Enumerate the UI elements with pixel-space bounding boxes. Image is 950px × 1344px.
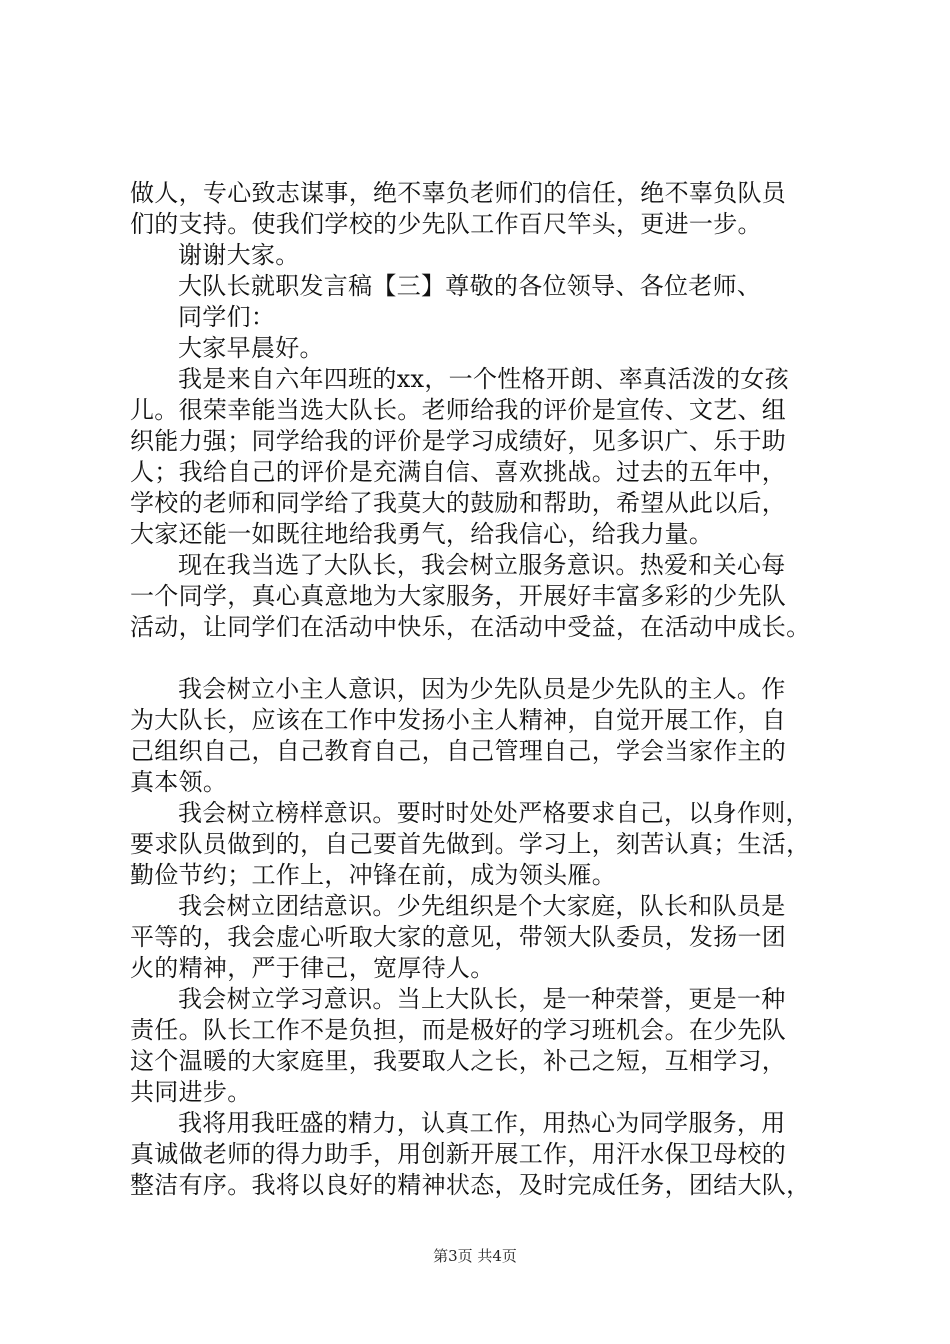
text-line: 学校的老师和同学给了我莫大的鼓励和帮助，希望从此以后， [130, 489, 787, 517]
text-line: 我是来自六年四班的xx，一个性格开朗、率真活泼的女孩 [178, 365, 789, 393]
text-line: 真本领。 [130, 768, 228, 796]
section-heading: 大队长就职发言稿【三】尊敬的各位领导、各位老师、 [178, 272, 762, 300]
text-line: 责任。队长工作不是负担，而是极好的学习班机会。在少先队 [130, 1016, 787, 1044]
text-line: 整洁有序。我将以良好的精神状态，及时完成任务，团结大队， [130, 1171, 811, 1199]
text-line: 谢谢大家。 [178, 241, 300, 269]
text-line: 一个同学，真心真意地为大家服务，开展好丰富多彩的少先队 [130, 582, 787, 610]
text-line: 儿。很荣幸能当选大队长。老师给我的评价是宣传、文艺、组 [130, 396, 787, 424]
text-line: 们的支持。使我们学校的少先队工作百尺竿头，更进一步。 [130, 210, 762, 238]
text-line: 火的精神，严于律己，宽厚待人。 [130, 954, 495, 982]
paragraph-gap [130, 643, 830, 674]
text-line: 我会树立团结意识。少先组织是个大家庭，队长和队员是 [178, 892, 786, 920]
text-line: 勤俭节约；工作上，冲锋在前，成为领头雁。 [130, 861, 616, 889]
text-line: 织能力强；同学给我的评价是学习成绩好，见多识广、乐于助 [130, 427, 787, 455]
text-line: 要求队员做到的，自己要首先做到。学习上，刻苦认真；生活， [130, 830, 811, 858]
text-line: 我会树立小主人意识，因为少先队员是少先队的主人。作 [178, 675, 786, 703]
text-line: 现在我当选了大队长，我会树立服务意识。热爱和关心每 [178, 551, 786, 579]
page-number-footer: 第3页 共4页 [433, 1247, 517, 1265]
text-line: 真诚做老师的得力助手，用创新开展工作，用汗水保卫母校的 [130, 1140, 787, 1168]
text-line: 我会树立学习意识。当上大队长，是一种荣誉，更是一种 [178, 985, 786, 1013]
text-line: 人；我给自己的评价是充满自信、喜欢挑战。过去的五年中， [130, 458, 787, 486]
text-line: 同学们： [178, 303, 276, 331]
text-line: 做人，专心致志谋事，绝不辜负老师们的信任，绝不辜负队员 [130, 179, 787, 207]
text-line: 这个温暖的大家庭里，我要取人之长，补己之短，互相学习， [130, 1047, 787, 1075]
text-line: 共同进步。 [130, 1078, 252, 1106]
text-line: 平等的，我会虚心听取大家的意见，带领大队委员，发扬一团 [130, 923, 787, 951]
text-line: 我将用我旺盛的精力，认真工作，用热心为同学服务，用 [178, 1109, 786, 1137]
text-line: 大家还能一如既往地给我勇气，给我信心，给我力量。 [130, 520, 714, 548]
document-body [130, 178, 830, 1201]
text-line: 我会树立榜样意识。要时时处处严格要求自己，以身作则， [178, 799, 810, 827]
text-line: 大家早晨好。 [178, 334, 324, 362]
text-line: 为大队长，应该在工作中发扬小主人精神，自觉开展工作，自 [130, 706, 787, 734]
text-line: 己组织自己，自己教育自己，自己管理自己，学会当家作主的 [130, 737, 787, 765]
text-line: 活动，让同学们在活动中快乐，在活动中受益，在活动中成长。 [130, 613, 811, 641]
